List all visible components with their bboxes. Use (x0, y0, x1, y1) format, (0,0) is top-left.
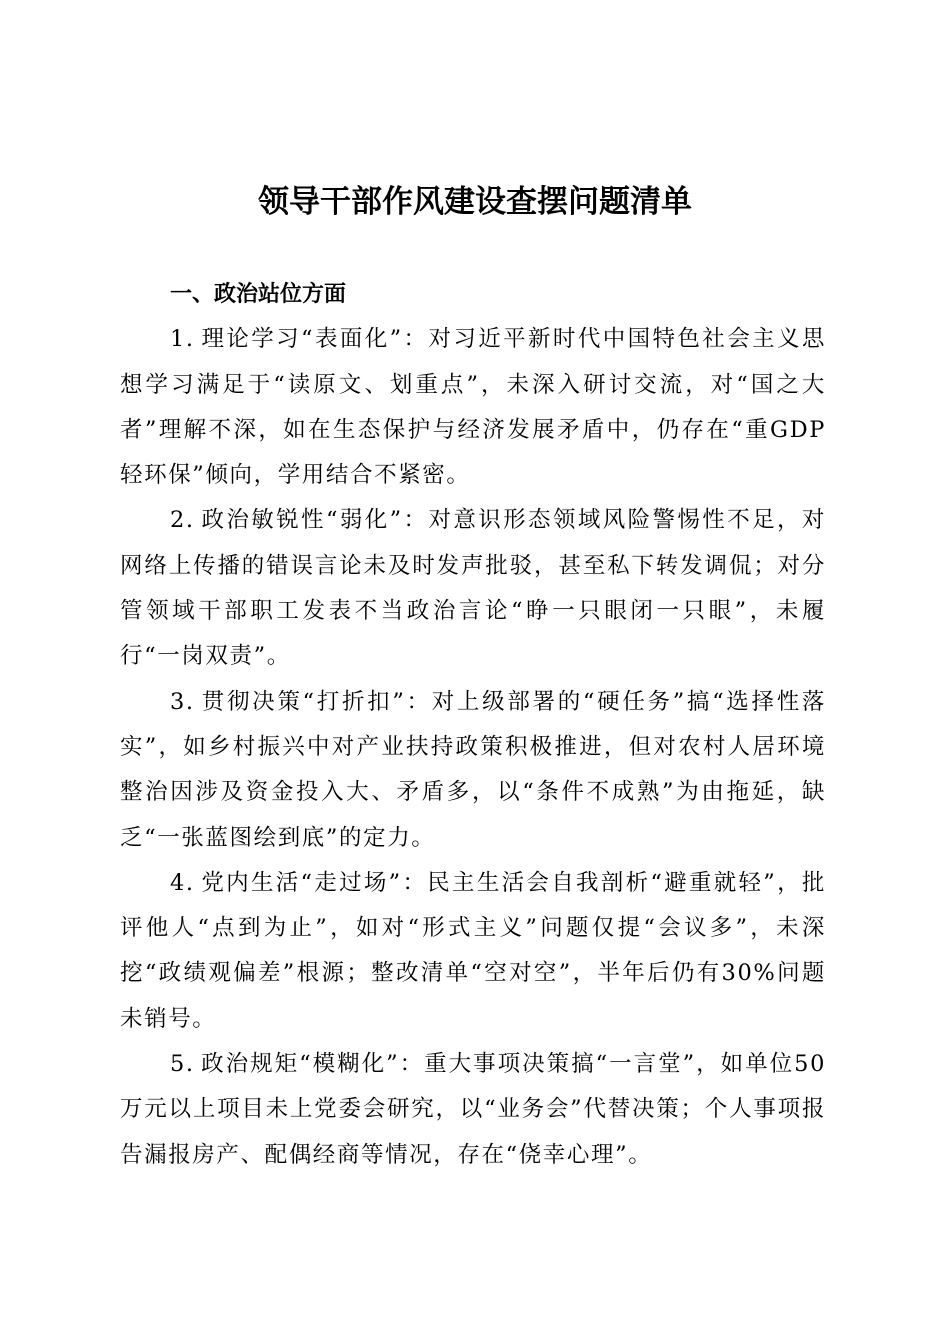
item-number: 4. (170, 869, 195, 896)
list-item (120, 680, 826, 861)
item-number: 5. (170, 1051, 195, 1078)
item-number: 1. (170, 326, 195, 353)
item-text: 政治敏锐性“弱化”：对意识形态领域风险警惕性不足，对网络上传播的错误言论未及时发声批驳，甚至私下转发调侃；对分管领域干部职工发表不当政治言论“睁一只眼闭一只眼”，未履行“一岗双责”。 (120, 507, 826, 670)
item-text: 理论学习“表面化”：对习近平新时代中国特色社会主义思想学习满足于“读原文、划重点”，未深入研讨交流，对“国之大者”理解不深，如在生态保护与经济发展矛盾中，仍存在“重GDP轻环保”倾向，学用结合不紧密。 (120, 326, 826, 489)
document-title: 领导干部作风建设查摆问题清单 (258, 184, 692, 220)
section-heading: 一、政治站位方面 (170, 282, 347, 307)
list-item (120, 317, 826, 498)
item-text: 党内生活“走过场”：民主生活会自我剖析“避重就轻”，批评他人“点到为止”，如对“形式主义”问题仅提“会议多”，未深挖“政绩观偏差”根源；整改清单“空对空”，半年后仍有30%问题未销号。 (120, 869, 826, 1032)
item-number: 3. (170, 688, 195, 715)
list-item (120, 861, 826, 1042)
document-body (120, 272, 826, 1178)
list-item (120, 498, 826, 679)
list-item (120, 1042, 826, 1178)
item-text: 贯彻决策“打折扣”：对上级部署的“硬任务”搞“选择性落实”，如乡村振兴中对产业扶持政策积极推进，但对农村人居环境整治因涉及资金投入大、矛盾多，以“条件不成熟”为由拖延，缺乏“一张蓝图绘到底”的定力。 (120, 688, 826, 851)
item-text: 政治规矩“模糊化”：重大事项决策搞“一言堂”，如单位50万元以上项目未上党委会研究，以“业务会”代替决策；个人事项报告漏报房产、配偶经商等情况，存在“侥幸心理”。 (120, 1051, 826, 1168)
item-number: 2. (170, 507, 195, 534)
